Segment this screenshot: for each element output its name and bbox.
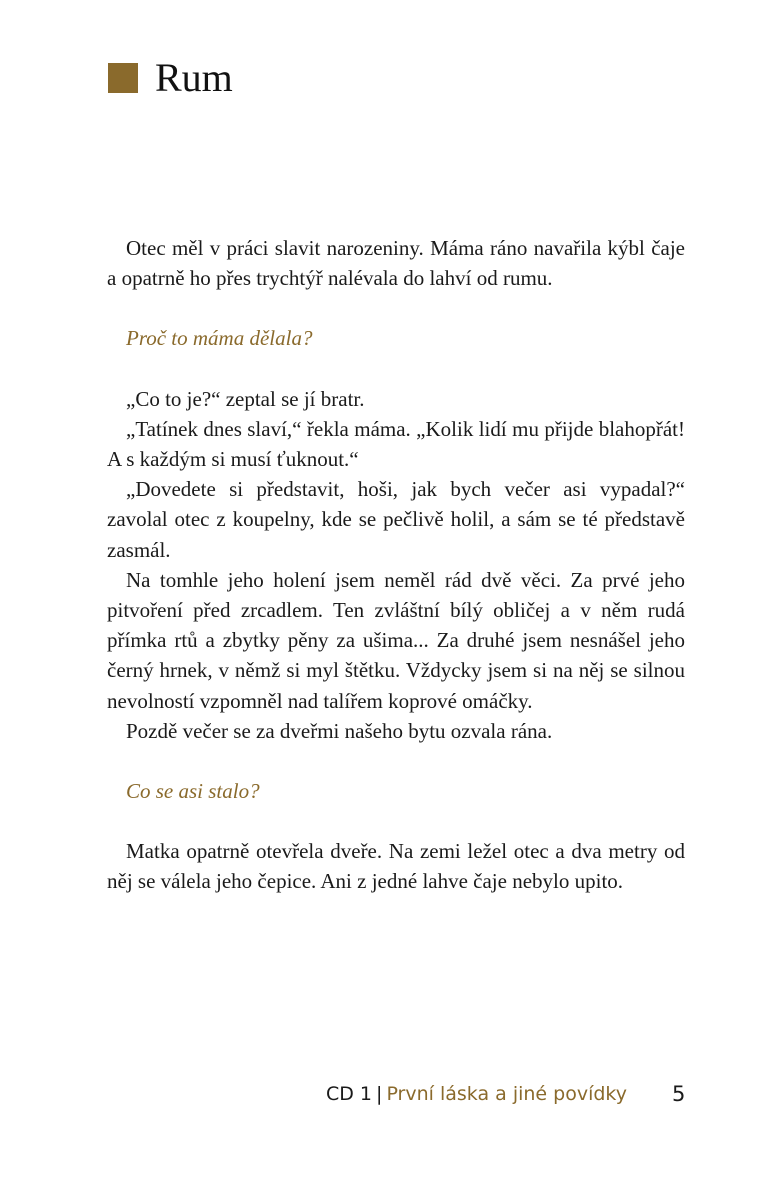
- story-text: [107, 233, 685, 897]
- paragraph: Pozdě večer se za dveřmi našeho bytu ozvala rána.: [126, 718, 553, 743]
- question: Co se asi stalo?: [126, 779, 260, 804]
- chapter-header: [108, 56, 233, 100]
- footer-cd-label: CD 1: [326, 1083, 373, 1105]
- paragraph: Otec měl v práci slavit narozeniny. Máma ráno navařila kýbl čaje a opatrně ho přes trychtýř nalévala do lahví od rumu.: [107, 236, 685, 291]
- page-number: 5: [672, 1082, 686, 1106]
- paragraph: Na tomhle jeho holení jsem neměl rád dvě věci. Za prvé jeho pitvoření před zrcadlem. Ten zvláštní bílý obličej a v něm rudá přímka rtů a zbytky pěny za ušima... Za druhé jsem nesnášel jeho černý hrnek, v němž si myl štětku. Vždycky jsem si na něj se silnou nevolností vzpomněl nad talířem koprové omáčky.: [107, 567, 685, 713]
- paragraph: „Tatínek dnes slaví,“ řekla máma. „Kolik lidí mu přijde blahopřát! A s každým si musí ťuknout.“: [107, 416, 685, 472]
- chapter-title: Rum: [155, 55, 233, 100]
- page-footer: [326, 1079, 627, 1109]
- footer-separator: |: [376, 1083, 383, 1105]
- chapter-marker-square: [108, 63, 138, 93]
- paragraph: „Dovedete si představit, hoši, jak bych večer asi vypadal?“ zavolal otec z koupelny, kde se pečlivě holil, a sám se té představě zasmál.: [107, 477, 685, 562]
- footer-book-title: První láska a jiné povídky: [386, 1083, 627, 1105]
- question: Proč to máma dělala?: [126, 326, 313, 351]
- paragraph: „Co to je?“ zeptal se jí bratr.: [126, 386, 365, 411]
- paragraph: Matka opatrně otevřela dveře. Na zemi ležel otec a dva metry od něj se válela jeho čepice. Ani z jedné lahve čaje nebylo upito.: [107, 839, 685, 894]
